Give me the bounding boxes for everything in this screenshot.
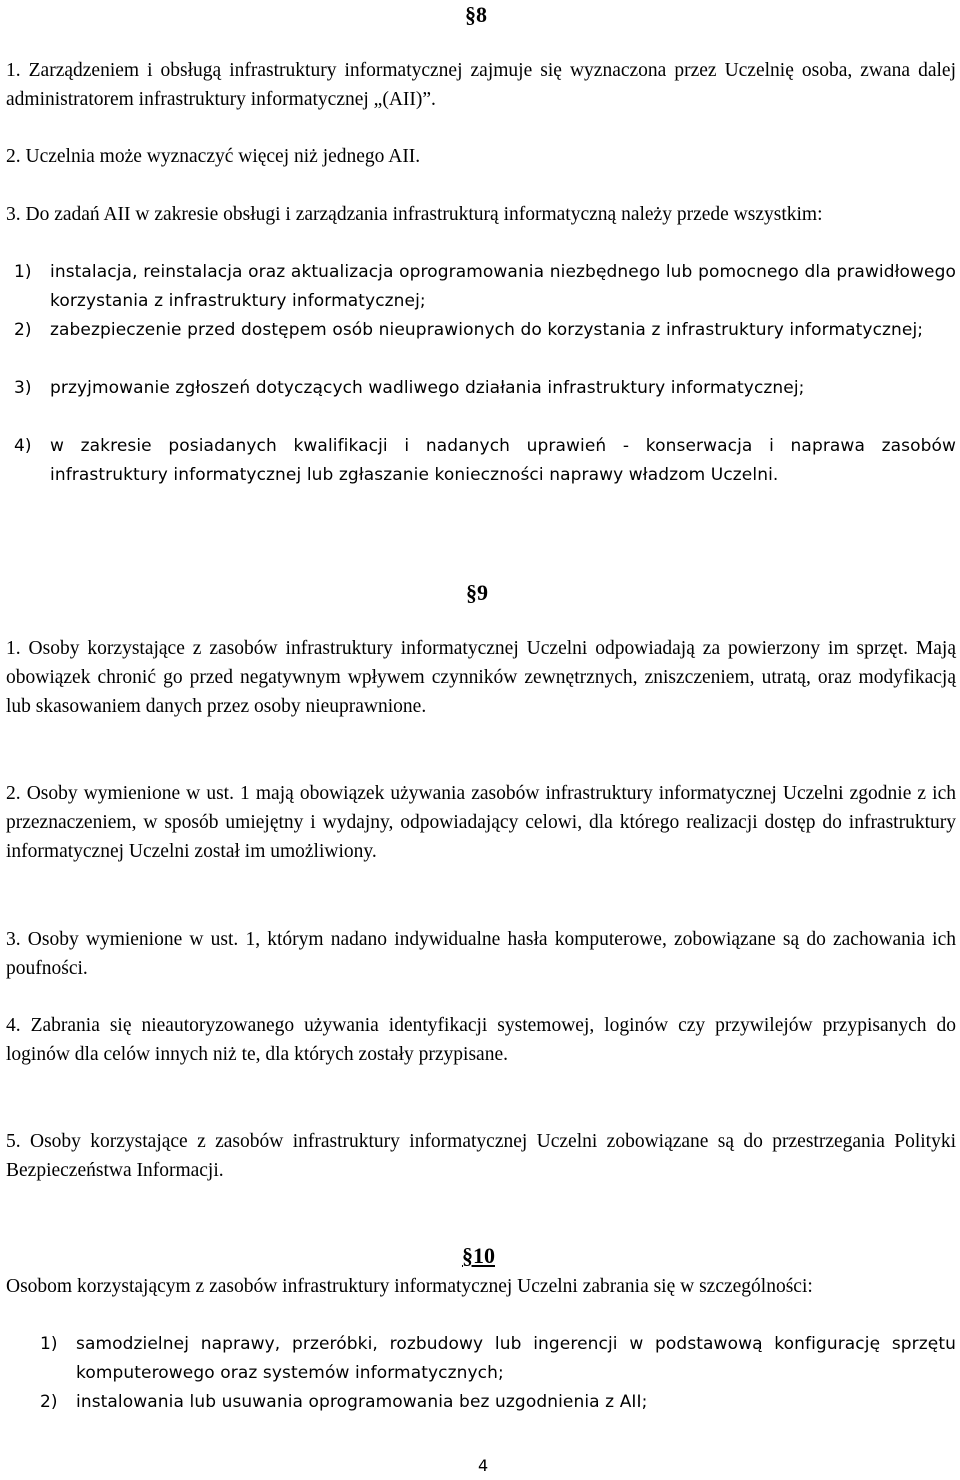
page-number: 4 xyxy=(478,1456,489,1475)
section-10-list-item xyxy=(40,1388,956,1417)
list-item-text: instalowania lub usuwania oprogramowania bez uzgodnienia z AII; xyxy=(76,1392,648,1412)
list-item-number: 3) xyxy=(14,378,32,398)
list-item-number: 1) xyxy=(14,262,32,282)
list-item-text: zabezpieczenie przed dostępem osób nieuprawionych do korzystania z infrastruktury informatycznej; xyxy=(50,320,924,340)
section-10-intro: Osobom korzystającym z zasobów infrastruktury informatycznej Uczelni zabrania się w szczególności: xyxy=(6,1276,813,1297)
section-8-paragraph-1: 1. Zarządzeniem i obsługą infrastruktury informatycznej zajmuje się wyznaczona przez Uczelnię osoba, zwana dalej administratorem infrastruktury informatycznej „(AII)”. xyxy=(6,60,956,110)
section-10-heading-text: §10 xyxy=(462,1243,495,1268)
section-9-heading: §9 xyxy=(466,580,488,605)
list-item-text: samodzielnej naprawy, przeróbki, rozbudowy lub ingerencji w podstawową konfigurację sprzętu komputerowego oraz systemów informatycznych; xyxy=(76,1334,956,1383)
section-9-paragraph-1: 1. Osoby korzystające z zasobów infrastruktury informatycznej Uczelni odpowiadają za powierzony im sprzęt. Mają obowiązek chronić go przed negatywnym wpływem czynników zewnętrznych, zniszczeniem, utratą, oraz modyfikacją lub skasowaniem danych przez osoby nieuprawnione. xyxy=(6,638,956,717)
list-item-number: 2) xyxy=(14,320,32,340)
section-8-list-item xyxy=(14,374,956,432)
section-8-list-item xyxy=(14,432,956,519)
list-item-number: 2) xyxy=(40,1392,58,1412)
section-8-paragraph-3: 3. Do zadań AII w zakresie obsługi i zarządzania infrastrukturą informatyczną należy przede wszystkim: xyxy=(6,204,823,225)
list-item-number: 1) xyxy=(40,1334,58,1354)
list-item-text: w zakresie posiadanych kwalifikacji i nadanych uprawień - konserwacja i naprawa zasobów infrastruktury informatycznej lub zgłaszanie konieczności naprawy władzom Uczelni. xyxy=(50,436,956,485)
section-9-paragraph-4: 4. Zabrania się nieautoryzowanego używania identyfikacji systemowej, loginów czy przywilejów przypisanych do loginów dla celów innych niż te, dla których zostały przypisane. xyxy=(6,1015,956,1065)
section-10-heading xyxy=(462,1243,495,1269)
list-item-text: instalacja, reinstalacja oraz aktualizacja oprogramowania niezbędnego lub pomocnego dla prawidłowego korzystania z infrastruktury informatycznej; xyxy=(50,262,956,311)
section-9-paragraph-5: 5. Osoby korzystające z zasobów infrastruktury informatycznej Uczelni zobowiązane są do przestrzegania Polityki Bezpieczeństwa Informacji. xyxy=(6,1131,956,1181)
section-8-list-item xyxy=(14,316,956,374)
section-10-list-item xyxy=(40,1330,956,1388)
section-9-paragraph-2: 2. Osoby wymienione w ust. 1 mają obowiązek używania zasobów infrastruktury informatycznej Uczelni zgodnie z ich przeznaczeniem, w sposób umiejętny i wydajny, odpowiadający celowi, dla którego realizacji dostęp do infrastruktury informatycznej Uczelni został im umożliwiony. xyxy=(6,783,956,862)
list-item-text: przyjmowanie zgłoszeń dotyczących wadliwego działania infrastruktury informatycznej; xyxy=(50,378,805,398)
section-8-paragraph-2: 2. Uczelnia może wyznaczyć więcej niż jednego AII. xyxy=(6,146,421,167)
document-page xyxy=(6,0,956,1480)
section-9-paragraph-3: 3. Osoby wymienione w ust. 1, którym nadano indywidualne hasła komputerowe, zobowiązane są do zachowania ich poufności. xyxy=(6,929,956,979)
list-item-number: 4) xyxy=(14,436,32,456)
section-8-heading: §8 xyxy=(465,2,487,27)
section-8-list-item xyxy=(14,258,956,316)
